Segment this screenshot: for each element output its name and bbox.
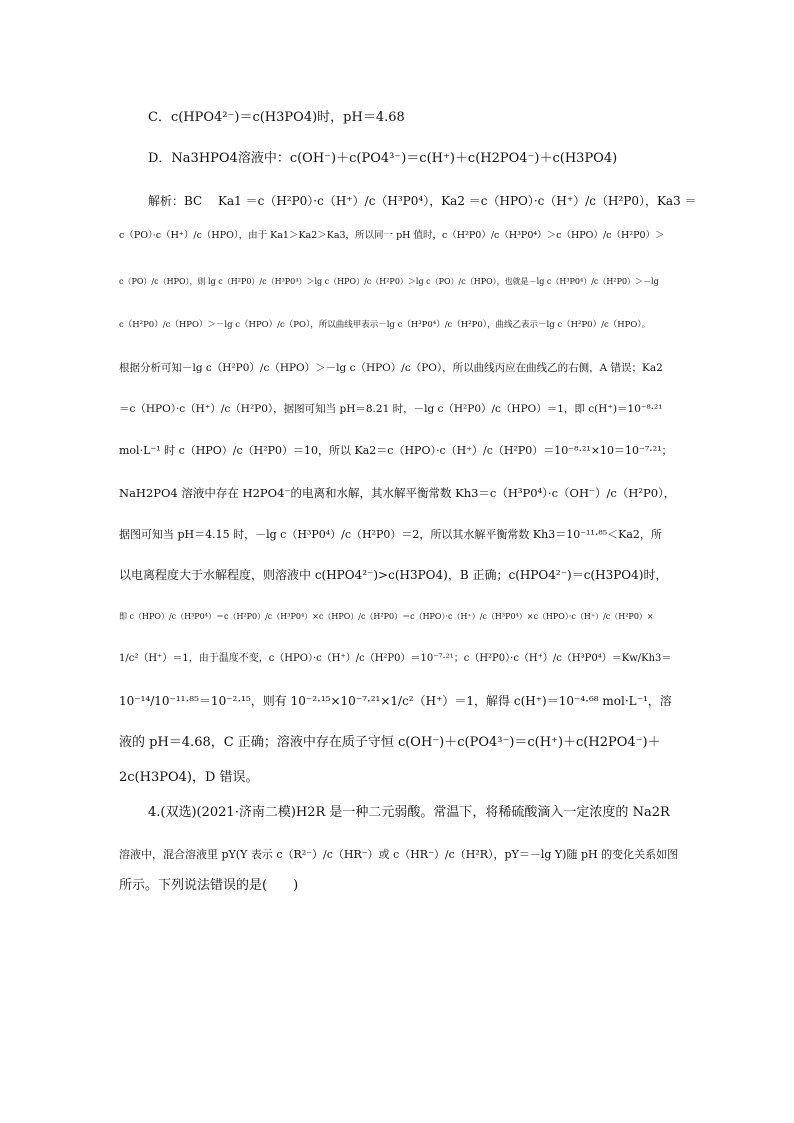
- analysis-line-2: c（PO）·c（H⁺）/c（HPO），由于 Ka1＞Ka2＞Ka3，所以同一 pH 值时，c（H²P0）/c（H³P0⁴）＞c（HPO）/c（H²P0）＞: [119, 230, 665, 241]
- analysis-line-9: 据图可知当 pH＝4.15 时，－lg c（H³P0⁴）/c（H²P0）＝2，所以其水解平衡常数 Kh3＝10⁻¹¹·⁸⁵＜Ka2，所: [119, 528, 662, 541]
- analysis-line-10: 以电离程度大于水解程度，则溶液中 c(HPO4²⁻)>c(H3PO4)，B 正确；c(HPO4²⁻)＝c(H3PO4)时，: [119, 568, 668, 582]
- analysis-line-3: c（PO）/c（HPO），则 lg c（H²P0）/c（H³P0⁴）＞lg c（HPO）/c（H²P0）＞lg c（PO）/c（HPO），也就是－lg c（H³P0⁴）/c（H²P0）＞－lg: [119, 277, 659, 286]
- analysis-line-13: 10⁻¹⁴/10⁻¹¹·⁸⁵＝10⁻²·¹⁵，则有 10⁻²·¹⁵×10⁻⁷·²¹×1/c²（H⁺）＝1，解得 c(H⁺)＝10⁻⁴·⁶⁸ mol·L⁻¹，溶: [119, 694, 672, 708]
- question-4-line-2: 溶液中，混合溶液里 pY(Y 表示 c（R²⁻）/c（HR⁻）或 c（HR⁻）/c（H²R），pY＝－lg Y)随 pH 的变化关系如图: [119, 848, 679, 861]
- analysis-line-15: 2c(H3PO4)，D 错误。: [119, 770, 259, 785]
- option-c: C．c(HPO4²⁻)＝c(H3PO4)时，pH＝4.68: [148, 110, 405, 125]
- analysis-line-14: 液的 pH＝4.68，C 正确；溶液中存在质子守恒 c(OH⁻)＋c(PO4³⁻)＝c(H⁺)＋c(H2PO4⁻)＋: [119, 735, 661, 750]
- analysis-line-7: mol·L⁻¹ 时 c（HPO）/c（H²P0）＝10，所以 Ka2＝c（HPO）·c（H⁺）/c（H²P0）＝10⁻⁸·²¹×10＝10⁻⁷·²¹；: [119, 444, 673, 457]
- analysis-line-8: NaH2PO4 溶液中存在 H2PO4⁻的电离和水解，其水解平衡常数 Kh3＝c（H³P0⁴）·c（OH⁻）/c（H²P0），: [119, 486, 676, 500]
- option-d: D．Na3HPO4溶液中：c(OH⁻)＋c(PO4³⁻)＝c(H⁺)＋c(H2PO4⁻)＋c(H3PO4): [148, 151, 618, 166]
- analysis-line-4: c（H²P0）/c（HPO）＞－lg c（HPO）/c（PO），所以曲线甲表示－lg c（H³P0⁴）/c（H²P0），曲线乙表示－lg c（H²P0）/c（HPO）。: [119, 320, 651, 330]
- analysis-line-5: 根据分析可知－lg c（H²P0）/c（HPO）＞－lg c（HPO）/c（PO），所以曲线丙应在曲线乙的右侧，A 错误；Ka2: [119, 362, 663, 374]
- analysis-line-12: 1/c²（H⁺）＝1，由于温度不变，c（HPO）·c（H⁺）/c（H²P0）＝10⁻⁷·²¹；c（H²P0）·c（H⁺）/c（H³P0⁴）＝Kw/Kh3＝: [119, 653, 672, 664]
- question-4-line-1: 4.(双选)(2021·济南二模)H2R 是一种二元弱酸。常温下，将稀硫酸滴入一定浓度的 Na2R: [148, 805, 670, 820]
- question-4-line-3: 所示。下列说法错误的是( ): [119, 878, 299, 893]
- analysis-line-6: ＝c（HPO）·c（H⁺）/c（H²P0），据图可知当 pH＝8.21 时，－lg c（H²P0）/c（HPO）＝1，即 c(H⁺)＝10⁻⁸·²¹: [119, 403, 663, 415]
- analysis-line-11: 即 c（HPO）/c（H³P0⁴）＝c（H²P0）/c（H³P0⁴）×c（HPO）/c（H²P0）＝c（HPO）·c（H⁺）/c（H³P0⁴）×c（HPO）·c（H⁺）/c（H²P0）×: [119, 612, 654, 621]
- analysis-line-1: 解析：BC Ka1 ＝c（H²P0）·c（H⁺）/c（H³P0⁴），Ka2 ＝c（HPO）·c（H⁺）/c（H²P0），Ka3 ＝: [148, 194, 697, 208]
